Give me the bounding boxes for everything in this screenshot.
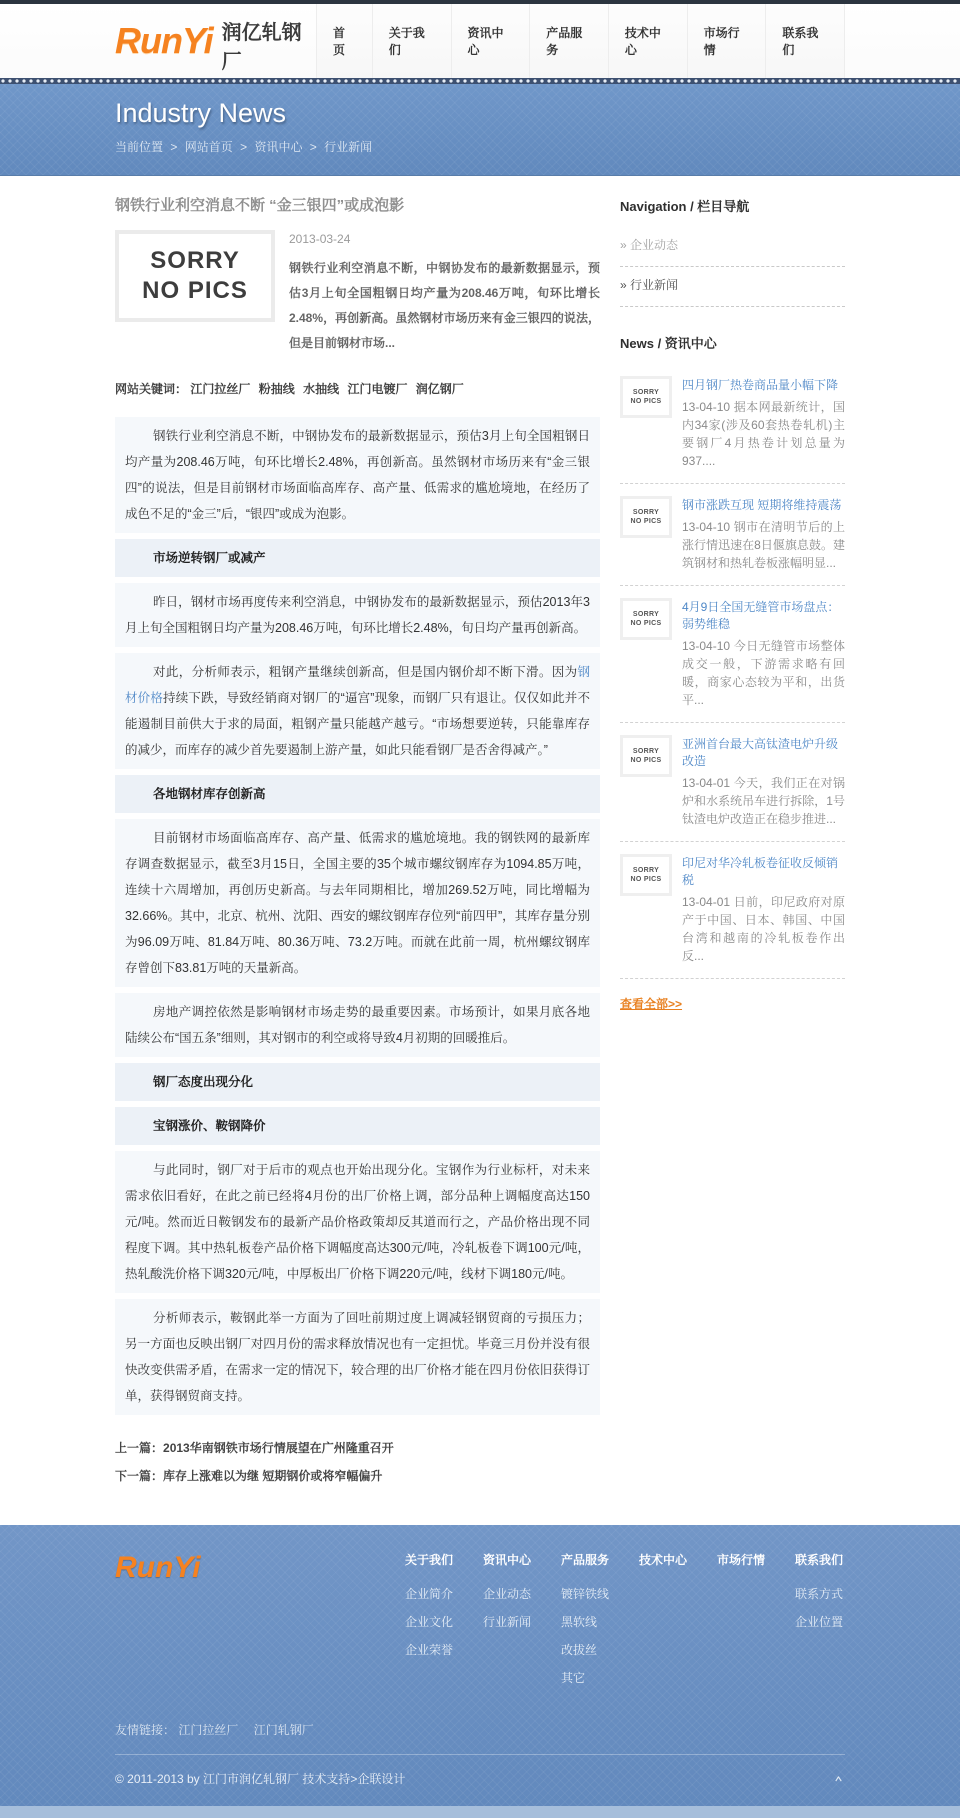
- placeholder-text: SORRY: [632, 389, 660, 396]
- news-item-excerpt: 13-04-10 今日无缝管市场整体成交一般，下游需求略有回暖，商家心态较为平和，出货平...: [682, 639, 845, 707]
- footer-column-market: [717, 1551, 767, 1697]
- article-paragraph: [115, 653, 600, 769]
- article: [115, 192, 600, 1495]
- article-body: [115, 417, 600, 1415]
- breadcrumb-industry-news[interactable]: 行业新闻: [324, 140, 373, 154]
- footer-column-tech: [639, 1551, 689, 1697]
- footer-link[interactable]: 联系方式: [795, 1587, 844, 1601]
- next-label: 下一篇：: [115, 1469, 164, 1483]
- logo-text-en: RunYi: [115, 20, 213, 61]
- footer-link[interactable]: 企业荣誉: [405, 1643, 454, 1657]
- nav-item-home[interactable]: 首页: [316, 4, 372, 78]
- article-subheading: 钢厂态度出现分化: [115, 1063, 600, 1101]
- friend-link[interactable]: 江门拉丝厂: [178, 1723, 239, 1737]
- article-summary: 钢铁行业利空消息不断，中钢协发布的最新数据显示，预估3月上旬全国粗钢日均产量为208.46万吨，旬环比增长2.48%，再创新高。虽然钢材市场历来有金三银四的说法，但是目前钢材市场...: [289, 261, 600, 350]
- placeholder-text: NO PICS: [630, 398, 662, 405]
- news-item-title[interactable]: 钢市涨跌互现 短期将维持震荡: [682, 498, 842, 512]
- sidebar-item-company-news[interactable]: » 企业动态: [620, 227, 845, 267]
- bottom-strip: [0, 1806, 960, 1818]
- placeholder-text: NO PICS: [630, 620, 662, 627]
- paragraph-text: 对此，分析师表示，粗钢产量继续创新高，但是国内钢价却不断下滑。因为: [153, 665, 578, 679]
- article-subheading: 市场逆转钢厂或减产: [115, 539, 600, 577]
- news-item-excerpt: 13-04-01 今天，我们正在对锅炉和水系统吊车进行拆除，1号钛渣电炉改造正在稳步推进...: [682, 776, 845, 826]
- main-content: [115, 176, 845, 1525]
- keyword-link[interactable]: 润亿钢厂: [415, 382, 464, 396]
- footer-column-title[interactable]: 产品服务: [561, 1553, 610, 1567]
- news-item-title[interactable]: 四月钢厂热卷商品量小幅下降: [682, 378, 839, 392]
- breadcrumb: [115, 138, 845, 155]
- article-header: [115, 230, 600, 356]
- breadcrumb-separator: >: [170, 140, 178, 154]
- logo-text-cn: 润亿轧钢厂: [221, 22, 302, 73]
- article-paragraph: 昨日，钢材市场再度传来利空消息，中钢协发布的最新数据显示，预估2013年3月上旬全国粗钢日均产量为208.46万吨，旬环比增长2.48%，旬日均产量再创新高。: [115, 583, 600, 647]
- copyright-text: © 2011-2013 by 江门市润亿轧钢厂 技术支持>企联设计: [115, 1772, 406, 1786]
- footer-link[interactable]: 改拔丝: [561, 1643, 598, 1657]
- sidebar-nav-title: Navigation / 栏目导航: [620, 199, 750, 214]
- prev-article-link[interactable]: [115, 1439, 600, 1456]
- news-item-title[interactable]: 印尼对华冷轧板卷征收反倾销税: [682, 856, 839, 887]
- footer-link[interactable]: 企业简介: [405, 1587, 454, 1601]
- no-picture-thumbnail: [620, 496, 672, 538]
- news-list-item[interactable]: [620, 586, 845, 723]
- news-item-excerpt: 13-04-10 钢市在清明节后的上涨行情迅速在8日偃旗息鼓。建筑钢材和热轧卷板涨幅明显...: [682, 520, 845, 570]
- placeholder-text: NO PICS: [630, 757, 662, 764]
- article-paragraph: 与此同时，钢厂对于后市的观点也开始出现分化。宝钢作为行业标杆，对未来需求依旧看好，在此之前已经将4月份的出厂价格上调，部分品种上调幅度高达150元/吨。然而近日鞍钢发布的最新产品价格政策却反其道而行之，产品价格出现不同程度下调。其中热轧板卷产品价格下调幅度高达300元/吨，冷轧板卷下调100元/吨，热轧酸洗价格下调320元/吨，中厚板出厂价格下调220元/吨，线材下调180元/吨。: [115, 1151, 600, 1293]
- news-item-title[interactable]: 4月9日全国无缝管市场盘点：弱势维稳: [682, 600, 840, 631]
- news-list-item[interactable]: [620, 484, 845, 586]
- nav-item-tech[interactable]: 技术中心: [608, 4, 687, 78]
- placeholder-text: SORRY: [632, 611, 660, 618]
- placeholder-text: SORRY: [632, 509, 660, 516]
- footer-column-contact: [795, 1551, 845, 1697]
- nav-item-market[interactable]: 市场行情: [687, 4, 766, 78]
- news-item-title[interactable]: 亚洲首台最大高钛渣电炉升级改造: [682, 737, 839, 768]
- breadcrumb-news-center[interactable]: 资讯中心: [254, 140, 303, 154]
- keyword-link[interactable]: 水抽线: [303, 382, 340, 396]
- sidebar: [620, 192, 845, 1495]
- nav-item-news[interactable]: 资讯中心: [451, 4, 530, 78]
- steel-price-link[interactable]: 钢材价格: [125, 665, 590, 705]
- no-picture-thumbnail: [620, 376, 672, 418]
- placeholder-text: NO PICS: [630, 518, 662, 525]
- friend-link[interactable]: 江门轧钢厂: [253, 1723, 314, 1737]
- article-date: 2013-03-24: [289, 232, 351, 246]
- friend-links-label: 友情链接：: [115, 1723, 176, 1737]
- breadcrumb-home[interactable]: 网站首页: [184, 140, 233, 154]
- footer-column-about: [405, 1551, 455, 1697]
- news-item-excerpt: 13-04-10 据本网最新统计，国内34家(涉及60套热卷轧机)主要钢厂4月热卷计划总量为937....: [682, 400, 845, 468]
- view-all-link[interactable]: 查看全部>>: [620, 997, 683, 1011]
- keyword-link[interactable]: 江门拉丝厂: [190, 382, 251, 396]
- no-picture-thumbnail: [620, 735, 672, 777]
- footer-link[interactable]: 企业位置: [795, 1615, 844, 1629]
- footer-column-title[interactable]: 市场行情: [717, 1553, 766, 1567]
- news-list-item[interactable]: [620, 364, 845, 484]
- keywords-label: 网站关键词：: [115, 382, 188, 396]
- keyword-link[interactable]: 粉抽线: [258, 382, 295, 396]
- footer-link[interactable]: 企业文化: [405, 1615, 454, 1629]
- footer-link[interactable]: 企业动态: [483, 1587, 532, 1601]
- news-list-item[interactable]: [620, 723, 845, 842]
- placeholder-text: SORRY: [150, 247, 240, 274]
- placeholder-text: NO PICS: [630, 876, 662, 883]
- news-list-item[interactable]: [620, 842, 845, 979]
- article-paragraph: 钢铁行业利空消息不断，中钢协发布的最新数据显示，预估3月上旬全国粗钢日均产量为208.46万吨，旬环比增长2.48%，再创新高。虽然钢材市场历来有“金三银四”的说法，但是目前钢材市场面临高库存、高产量、低需求的尴尬境地，在经历了成色不足的“金三”后，“银四”或成为泡影。: [115, 417, 600, 533]
- article-title: 钢铁行业利空消息不断 “金三银四”或成泡影: [115, 197, 405, 214]
- prev-title: 2013华南钢铁市场行情展望在广州隆重召开: [163, 1441, 394, 1455]
- placeholder-text: SORRY: [632, 748, 660, 755]
- site-logo[interactable]: [115, 4, 316, 78]
- page-title: Industry News: [115, 98, 287, 128]
- placeholder-text: NO PICS: [142, 277, 248, 304]
- site-header: [0, 4, 960, 78]
- main-nav: [316, 4, 845, 78]
- article-paragraph: 房地产调控依然是影响钢材市场走势的最重要因素。市场预计，如果月底各地陆续公布“国五条”细则，其对钢市的利空或将导致4月初期的回暖推后。: [115, 993, 600, 1057]
- placeholder-text: SORRY: [632, 867, 660, 874]
- footer-column-products: [561, 1551, 611, 1697]
- footer-logo[interactable]: RunYi: [115, 1551, 201, 1584]
- breadcrumb-separator: >: [309, 140, 317, 154]
- prev-label: 上一篇：: [115, 1441, 164, 1455]
- no-picture-thumbnail: [620, 854, 672, 896]
- no-picture-placeholder: [115, 230, 275, 322]
- next-article-link[interactable]: [115, 1467, 600, 1484]
- footer-column-title[interactable]: 资讯中心: [483, 1553, 532, 1567]
- site-footer: [0, 1525, 960, 1806]
- breadcrumb-label: 当前位置: [115, 140, 164, 154]
- keyword-link[interactable]: 江门电镀厂: [347, 382, 408, 396]
- sidebar-item-industry-news[interactable]: » 行业新闻: [620, 267, 845, 307]
- news-item-excerpt: 13-04-01 日前，印尼政府对原产于中国、日本、韩国、中国台湾和越南的冷轧板卷作出反...: [682, 895, 845, 963]
- article-subheading: 宝钢涨价、鞍钢降价: [115, 1107, 600, 1145]
- page-banner: [0, 84, 960, 176]
- footer-link[interactable]: 镀锌铁线: [561, 1587, 610, 1601]
- prev-next-links: [115, 1439, 600, 1484]
- friend-links: [115, 1721, 845, 1754]
- footer-link[interactable]: 其它: [561, 1671, 586, 1685]
- keywords-line: [115, 380, 600, 397]
- footer-nav-columns: [405, 1551, 845, 1697]
- footer-column-title[interactable]: 技术中心: [639, 1553, 688, 1567]
- footer-column-title[interactable]: 联系我们: [795, 1553, 844, 1567]
- footer-bottom-bar: [115, 1754, 845, 1806]
- breadcrumb-separator: >: [240, 140, 248, 154]
- footer-link[interactable]: 行业新闻: [483, 1615, 532, 1629]
- article-paragraph: 目前钢材市场面临高库存、高产量、低需求的尴尬境地。我的钢铁网的最新库存调查数据显示，截至3月15日，全国主要的35个城市螺纹钢库存为1094.85万吨，连续十六周增加，再创历史新高。与去年同期相比，增加269.52万吨，同比增幅为32.66%。其中，北京、杭州、沈阳、西安的螺纹钢库存位列“前四甲”，其库存量分别为96.09万吨、81.84万吨、80.36万吨、73.2万吨。而就在此前一周，杭州螺纹钢库存曾创下83.81万吨的天量新高。: [115, 819, 600, 987]
- next-title: 库存上涨难以为继 短期钢价或将窄幅偏升: [163, 1469, 383, 1483]
- nav-item-products[interactable]: 产品服务: [529, 4, 608, 78]
- article-subheading: 各地钢材库存创新高: [115, 775, 600, 813]
- nav-item-contact[interactable]: 联系我们: [765, 4, 845, 78]
- paragraph-text: 持续下跌，导致经销商对钢厂的“逼宫”现象，而钢厂只有退让。仅仅如此并不能遏制目前供大于求的局面，粗钢产量只能越产越亏。“市场想要逆转，只能靠库存的减少，而库存的减少首先要遏制上游产量，如此只能看钢厂是否舍得减产。”: [125, 691, 590, 757]
- footer-column-title[interactable]: 关于我们: [405, 1553, 454, 1567]
- sidebar-news-title: News / 资讯中心: [620, 336, 717, 351]
- nav-item-about[interactable]: 关于我们: [372, 4, 451, 78]
- article-paragraph: 分析师表示，鞍钢此举一方面为了回吐前期过度上调减轻钢贸商的亏损压力；另一方面也反映出钢厂对四月份的需求释放情况也有一定担忧。毕竟三月份并没有很快改变供需矛盾，在需求一定的情况下，较合理的出厂价格才能在四月份依旧获得订单，获得钢贸商支持。: [115, 1299, 600, 1415]
- footer-column-news: [483, 1551, 533, 1697]
- no-picture-thumbnail: [620, 598, 672, 640]
- back-to-top-icon[interactable]: ＾: [831, 1772, 845, 1787]
- footer-link[interactable]: 黑软线: [561, 1615, 598, 1629]
